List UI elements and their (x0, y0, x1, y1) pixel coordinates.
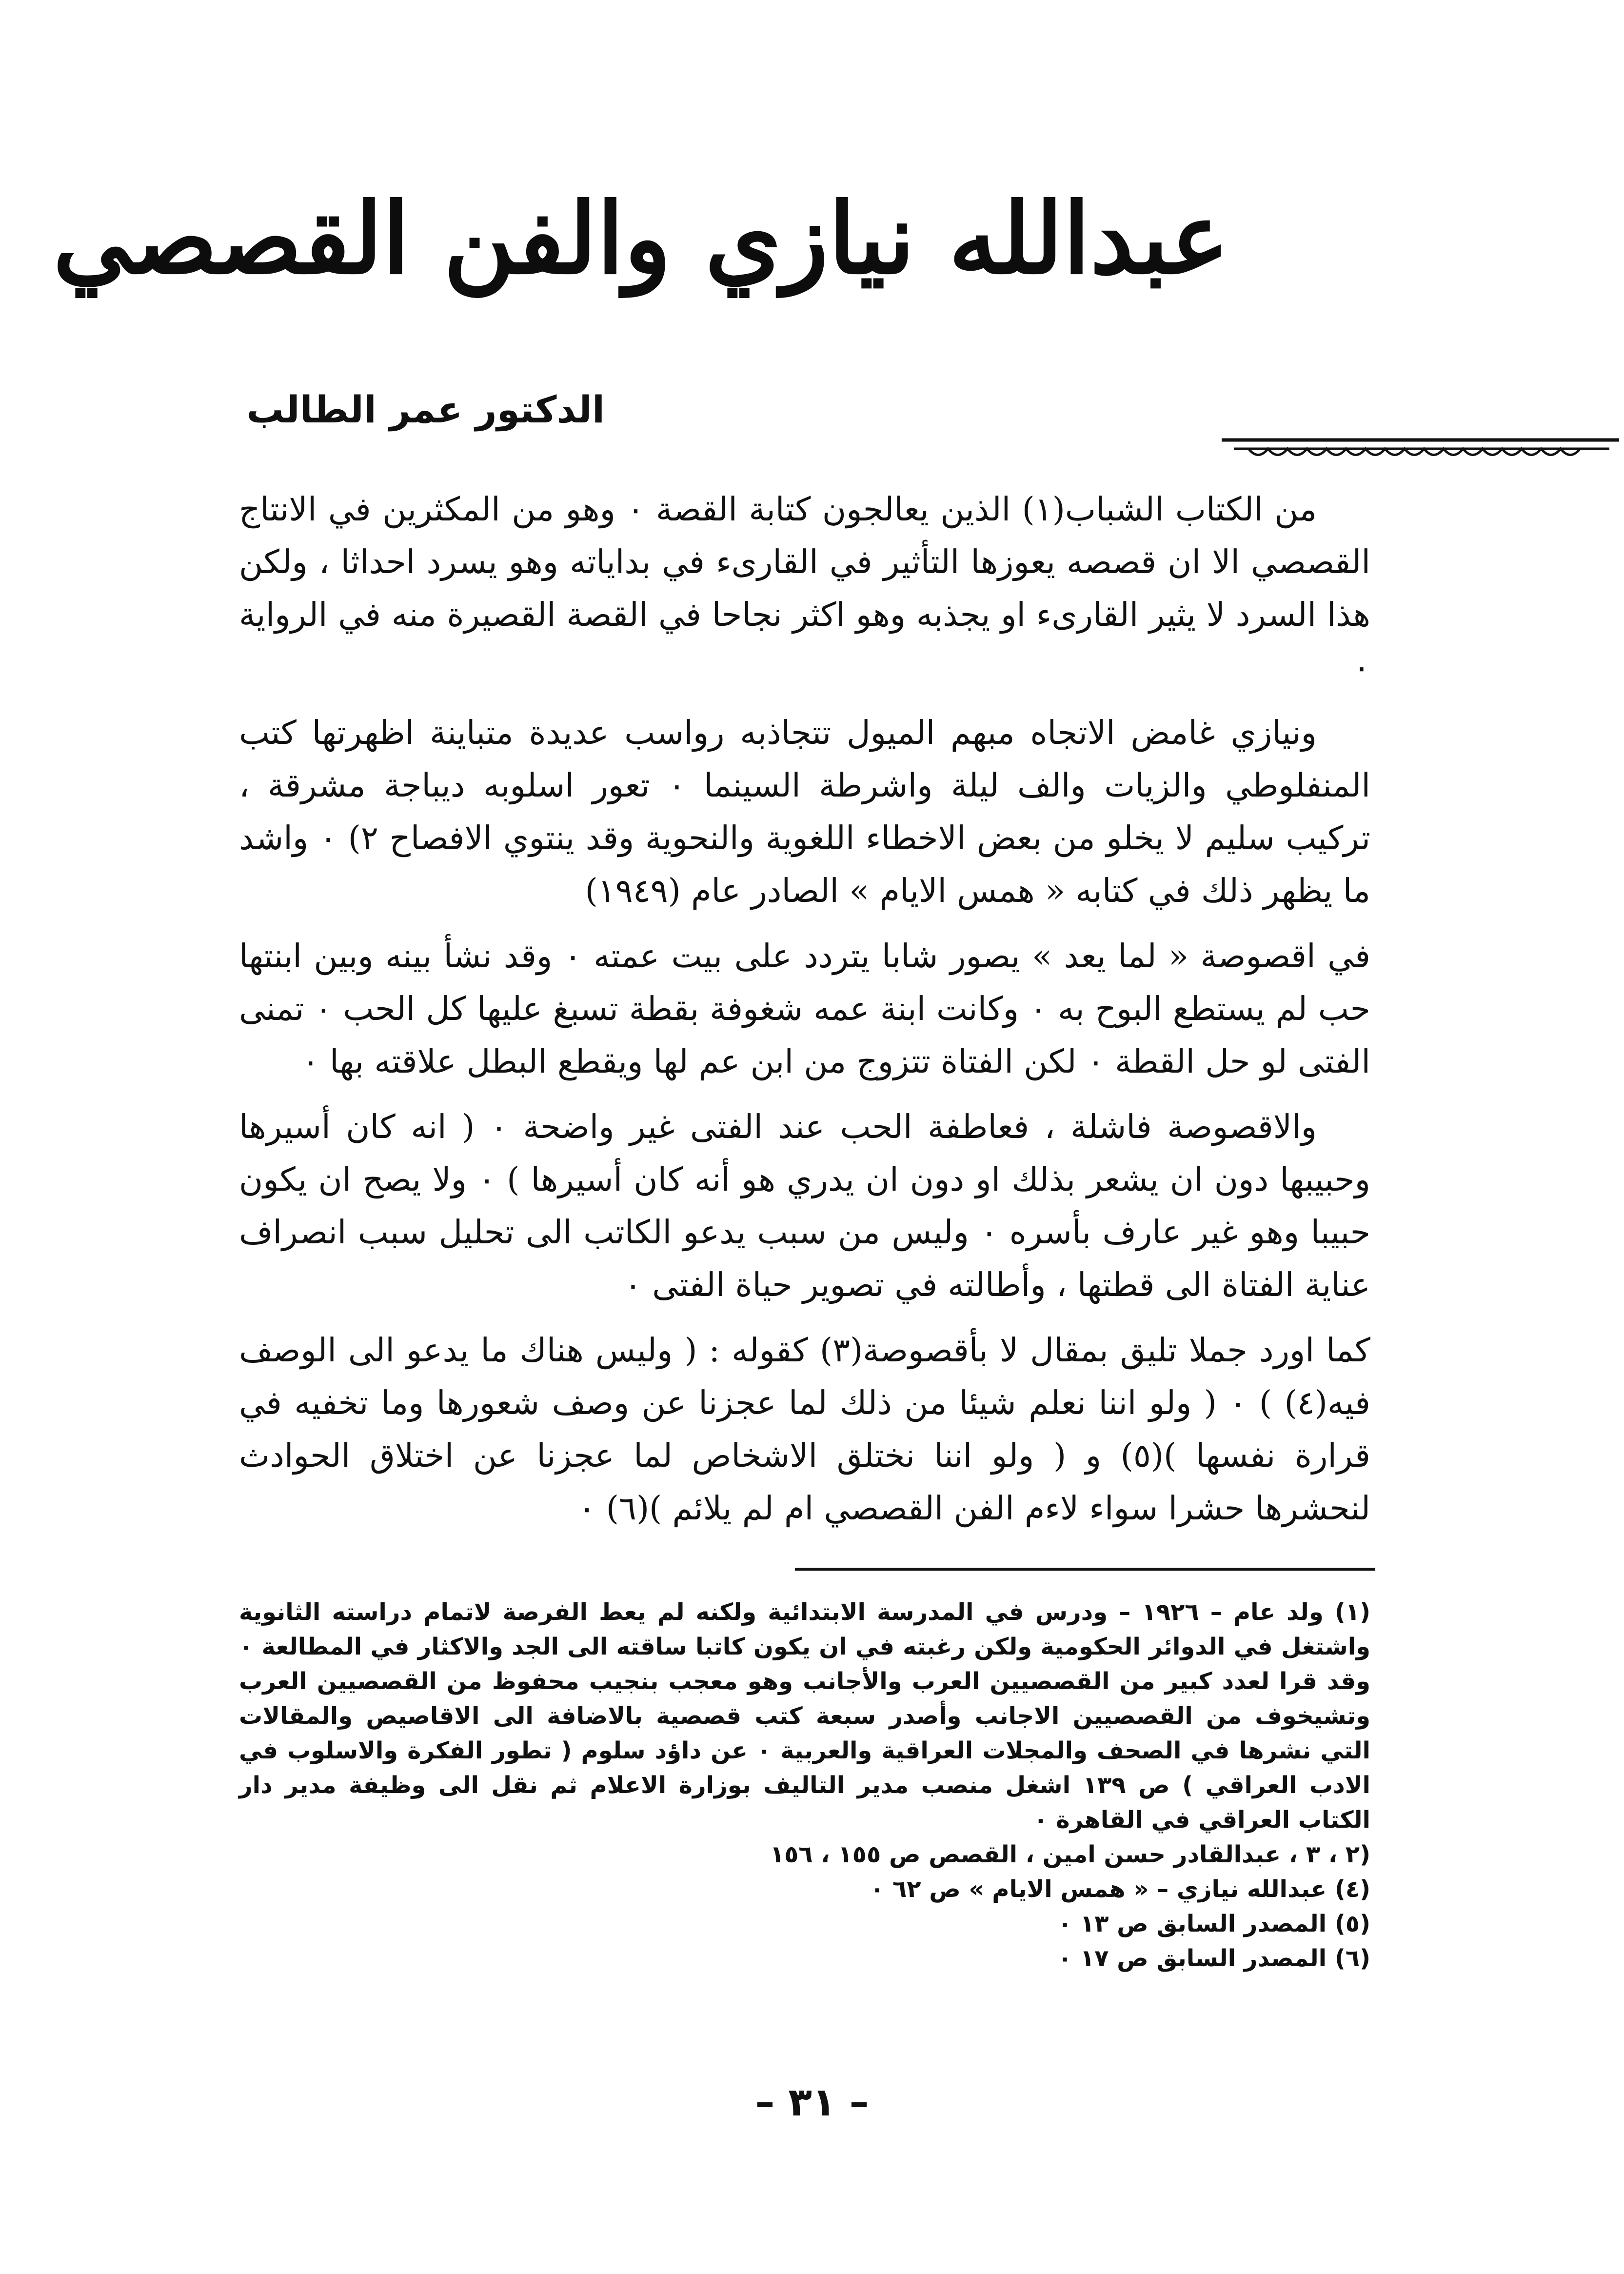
footnote-item: (١) ولد عام – ١٩٢٦ – ودرس في المدرسة الابتدائية ولكنه لم يعط الفرصة لاتمام دراسته الثانوية واشتغل في الدوائر الحكومية ولكن رغبته في ان يكون كاتبا ساقته الى الجد والاكثار في المطالعة ٠ وقد قرا لعدد كبير من القصصيين العرب والأجانب وهو معجب بنجيب محفوظ من القصصيين العرب وتشيخوف من القصصيين الاجانب وأصدر سبعة كتب قصصية بالاضافة الى الاقاصيص والمقالات التي نشرها في الصحف والمجلات العراقية والعربية ٠ عن داؤد سلوم ( تطور الفكرة والاسلوب في الادب العراقي ) ص ١٣٩ اشغل منصب مدير التاليف بوزارة الاعلام ثم نقل الى وظيفة مدير دار الكتاب العراقي في القاهرة ٠ (239, 1598, 1370, 1834)
footnote-item: (٢ ، ٣ ، عبدالقادر حسن امين ، القصص ص ١٥٥ ، ١٥٦ (770, 1841, 1370, 1868)
author-name: الدكتور عمر الطالب (246, 388, 605, 431)
footnote-item: (٦) المصدر السابق ص ١٧ ٠ (1057, 1945, 1370, 1972)
body-paragraph: ونيازي غامض الاتجاه مبهم الميول تتجاذبه رواسب عديدة متباينة اظهرتها كتب المنفلوطي والزيات والف ليلة واشرطة السينما ٠ تعور اسلوبه ديباجة مشرقة ، تركيب سليم لا يخلو من بعض الاخطاء اللغوية والنحوية وقد ينتوي الافصاح ٢) ٠ واشد ما يظهر ذلك في كتابه « همس الايام » الصادر عام (١٩٤٩) (239, 714, 1371, 910)
body-paragraph: من الكتاب الشباب(١) الذين يعالجون كتابة القصة ٠ وهو من المكثرين في الانتاج القصصي الا ان قصصه يعوزها التأثير في القارىء في بداياته وهو يسرد احداثا ، ولكن هذا السرد لا يثير القارىء او يجذبه وهو اكثر نجاحا في القصة القصيرة منه في الرواية ٠ (239, 490, 1370, 686)
page-number: – ٣١ – (755, 2079, 869, 2125)
footnote-item: (٤) عبدالله نيازي – « همس الايام » ص ٦٢ ٠ (870, 1875, 1370, 1903)
title-ornament-underline (1219, 434, 1624, 463)
footnote-item: (٥) المصدر السابق ص ١٣ ٠ (1057, 1910, 1370, 1937)
body-paragraph: في اقصوصة « لما يعد » يصور شابا يتردد على بيت عمته ٠ وقد نشأ بينه وبين ابنتها حب لم يستطع البوح به ٠ وكانت ابنة عمه شغوفة بقطة تسبغ عليها كل الحب ٠ تمنى الفتى لو حل القطة ٠ لكن الفتاة تتزوج من ابن عم لها ويقطع البطل علاقته بها ٠ (239, 937, 1371, 1080)
article-title-block (53, 161, 1229, 317)
article-title: عبدالله نيازي والفن القصصي (53, 181, 1229, 296)
footnote-divider (795, 1568, 1375, 1571)
footnotes-section (239, 1595, 1370, 1976)
article-body (239, 483, 1370, 1547)
body-paragraph: والاقصوصة فاشلة ، فعاطفة الحب عند الفتى غير واضحة ٠ ( انه كان أسيرها وحبيبها دون ان يشعر بذلك او دون ان يدري هو أنه كان أسيرها ) ٠ ولا يصح ان يكون حبيبا وهو غير عارف بأسره ٠ وليس من سبب يدعو الكاتب الى تحليل سبب انصراف عناية الفتاة الى قطتها ، وأطالته في تصوير حياة الفتى ٠ (239, 1108, 1371, 1304)
body-paragraph: كما اورد جملا تليق بمقال لا بأقصوصة(٣) كقوله : ( وليس هناك ما يدعو الى الوصف فيه(٤) ) ٠ ( ولو اننا نعلم شيئا من ذلك لما عجزنا عن وصف شعورها وما تخفيه في قرارة نفسها )(٥) و ( ولو اننا نختلق الاشخاص لما عجزنا عن اختلاق الحوادث لنحشرها حشرا سواء لاءم الفن القصصي ام لم يلائم )(٦) ٠ (239, 1331, 1370, 1527)
